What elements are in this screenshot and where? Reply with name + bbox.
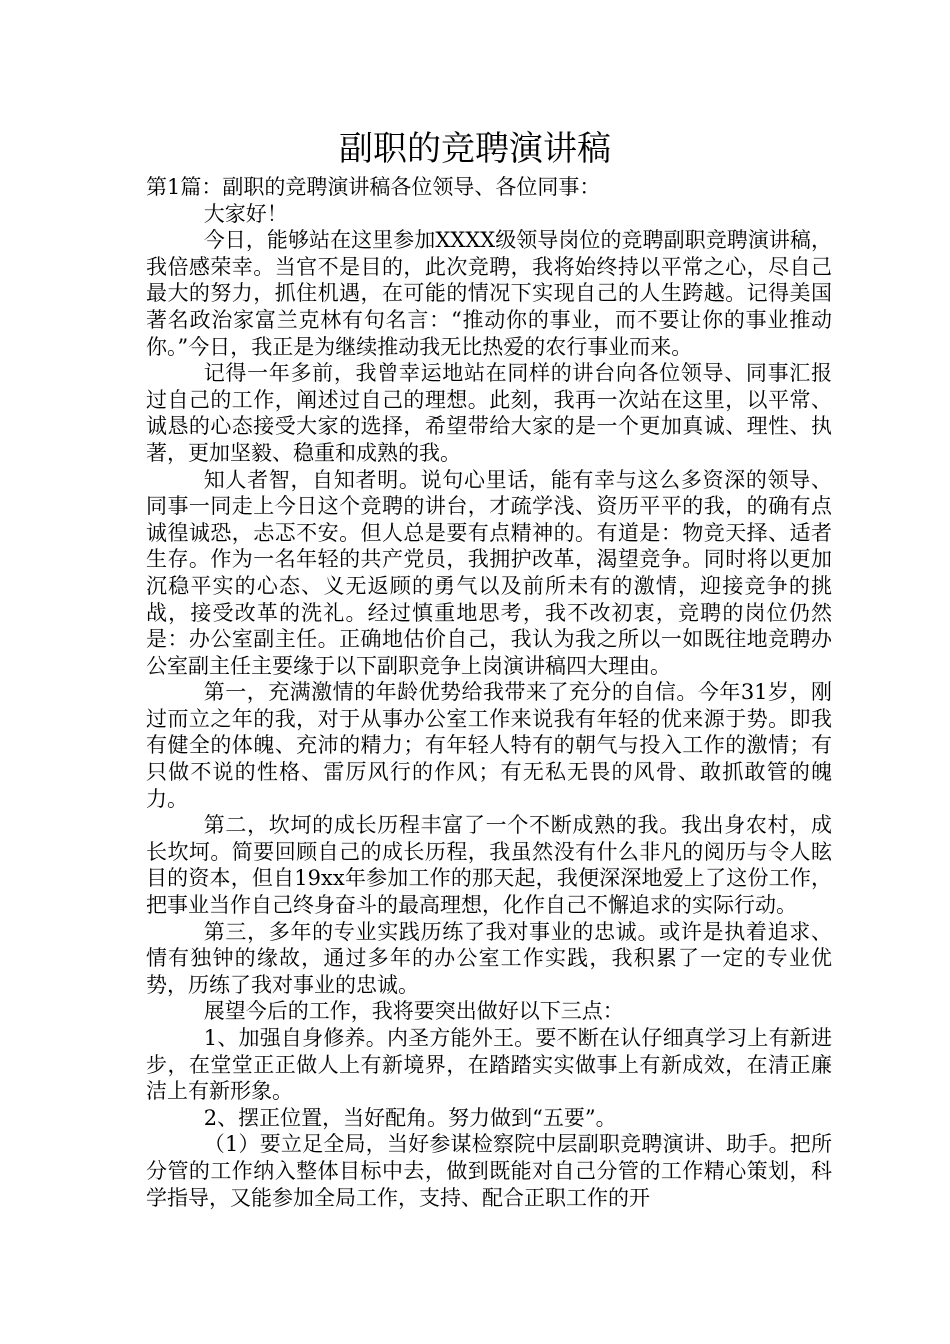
- list-item: （1）要立足全局，当好参谋检察院中层副职竞聘演讲、助手。把所分管的工作纳入整体目标中去，做到既能对自己分管的工作精心策划，科学指导，又能参加全局工作，支持、配合正职工作的开: [146, 1132, 832, 1210]
- paragraph: 第一，充满激情的年龄优势给我带来了充分的自信。今年31岁，刚过而立之年的我，对于从事办公室工作来说我有年轻的优来源于势。即我有健全的体魄、充沛的精力；有年轻人特有的朝气与投入工作的激情；有只做不说的性格、雷厉风行的作风；有无私无畏的风骨、敢抓敢管的魄力。: [146, 680, 832, 811]
- list-item: 2、摆正位置，当好配角。努力做到“五要”。: [203, 1105, 617, 1130]
- paragraph: 知人者智，自知者明。说句心里话，能有幸与这么多资深的领导、同事一同走上今日这个竞聘的讲台，才疏学浅、资历平平的我，的确有点诚徨诚恐，忐忑不安。但人总是要有点精神的。有道是：物竞天择、适者生存。作为一名年轻的共产党员，我拥护改革，渴望竞争。同时将以更加沉稳平实的心态、义无返顾的勇气以及前所未有的激情，迎接竞争的挑战，接受改革的洗礼。经过慎重地思考，我不改初衷，竞聘的岗位仍然是：办公室副主任。正确地估价自己，我认为我之所以一如既往地竞聘办公室副主任主要缘于以下副职竞争上岗演讲稿四大理由。: [146, 467, 832, 678]
- document-title: 副职的竞聘演讲稿: [339, 129, 611, 169]
- paragraph: 今日，能够站在这里参加XXXX级领导岗位的竞聘副职竞聘演讲稿，我倍感荣幸。当官不是目的，此次竞聘，我将始终持以平常之心，尽自己最大的努力，抓住机遇，在可能的情况下实现自己的人生跨越。记得美国著名政治家富兰克林有句名言：“推动你的事业，而不要让你的事业推动你。”今日，我正是为继续推动我无比热爱的农行事业而来。: [146, 228, 832, 359]
- paragraph: 第二，坎坷的成长历程丰富了一个不断成熟的我。我出身农村，成长坎坷。简要回顾自己的成长历程，我虽然没有什么非凡的阅历与令人眩目的资本，但自19xx年参加工作的那天起，我便深深地爱上了这份工作，把事业当作自己终身奋斗的最高理想，化作自己不懈追求的实际行动。: [146, 813, 832, 918]
- list-item: 1、加强自身修养。内圣方能外王。要不断在认仔细真学习上有新进步，在堂堂正正做人上有新境界，在踏踏实实做事上有新成效，在清正廉洁上有新形象。: [146, 1026, 832, 1104]
- paragraph: 展望今后的工作，我将要突出做好以下三点：: [203, 999, 624, 1024]
- paragraph-heading: 第1篇：副职的竞聘演讲稿各位领导、各位同事：: [146, 175, 601, 199]
- paragraph: 记得一年多前，我曾幸运地站在同样的讲台向各位领导、同事汇报过自己的工作，阐述过自己的理想。此刻，我再一次站在这里，以平常、诚恳的心态接受大家的选择，希望带给大家的是一个更加真诚、理性、执著，更加坚毅、稳重和成熟的我。: [146, 361, 832, 465]
- paragraph-greeting: 大家好！: [203, 201, 288, 226]
- paragraph: 第三，多年的专业实践历练了我对事业的忠诚。或许是执着追求、情有独钟的缘故，通过多年的办公室工作实践，我积累了一定的专业优势，历练了我对事业的忠诚。: [146, 919, 832, 997]
- document-body: [146, 174, 832, 1211]
